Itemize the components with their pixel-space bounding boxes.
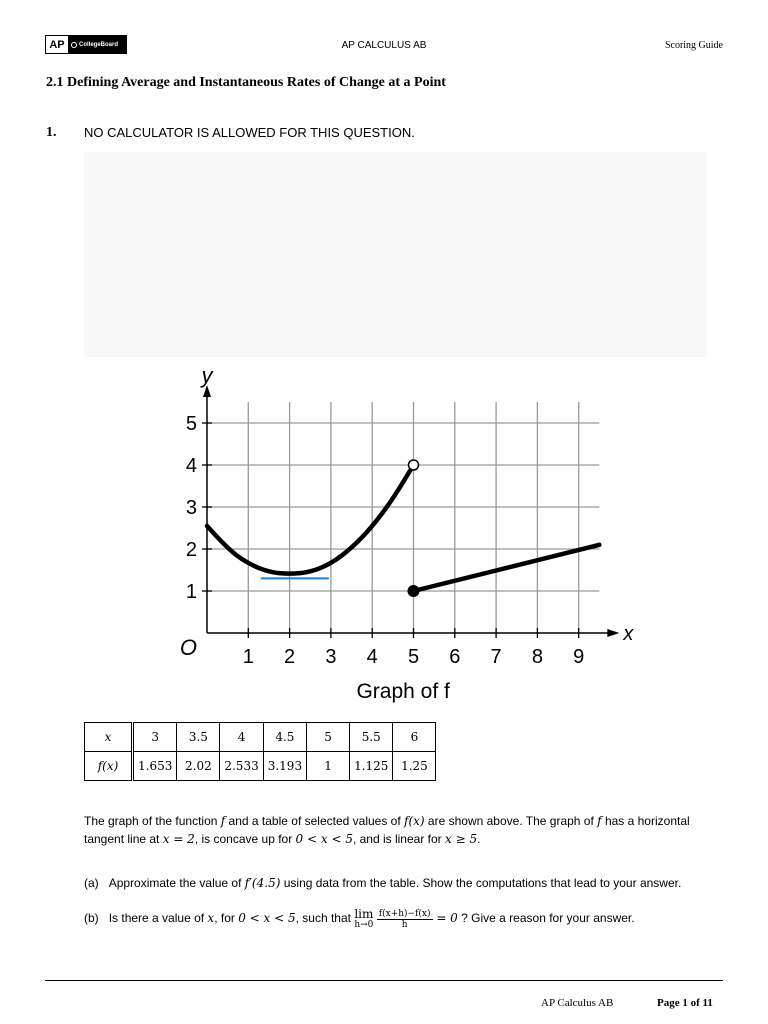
part-b: [84, 908, 635, 930]
problem-description: [84, 812, 714, 848]
y-tick-label: 2: [185, 539, 197, 561]
y-tick-label: 4: [185, 455, 197, 477]
footer-page-number: Page 1 of 11: [657, 997, 713, 1009]
table-cell: 3.193: [263, 752, 306, 781]
x-tick-label: 8: [531, 646, 543, 668]
part-a: [84, 876, 681, 890]
table-cell: 1: [307, 752, 350, 781]
x-axis-arrow-icon: [607, 629, 619, 637]
table-cell: 5.5: [350, 723, 393, 752]
y-axis-label: y: [201, 363, 213, 388]
math-range: 0 < x < 5: [295, 832, 353, 846]
part-b-text: ? Give a reason for your answer.: [457, 911, 635, 926]
x-tick-label: 2: [284, 646, 296, 668]
table-cell: 4.5: [263, 723, 306, 752]
table-cell: 1.125: [350, 752, 393, 781]
fraction-numerator: f(x+h)−f(x): [378, 908, 431, 919]
table-cell: 3.5: [177, 723, 220, 752]
table-header-fx: f(x): [85, 752, 133, 781]
para-text: and a table of selected values of: [225, 814, 405, 828]
para-text: .: [477, 832, 481, 846]
table-cell: 2.533: [220, 752, 263, 781]
part-b-text: , such that: [295, 911, 355, 926]
math-f: f: [597, 814, 602, 828]
math-f: f: [220, 814, 226, 828]
table-cell: 1.25: [393, 752, 436, 781]
para-text: , is concave up for: [194, 832, 296, 846]
footer-divider: [45, 980, 723, 981]
x-tick-label: 7: [490, 646, 502, 668]
math-range: 0 < x < 5: [238, 911, 296, 926]
graph-of-f: [170, 363, 640, 708]
y-tick-label: 5: [185, 413, 197, 435]
part-b-text: , for: [214, 911, 239, 926]
table-cell: 5: [307, 723, 350, 752]
math-fprime: f′(4.5): [244, 876, 281, 890]
para-text: are shown above. The graph of: [424, 814, 598, 828]
header-scoring-guide: Scoring Guide: [664, 40, 723, 51]
para-text: The graph of the function: [84, 814, 221, 828]
open-endpoint: [409, 460, 419, 470]
x-tick-label: 9: [573, 646, 585, 668]
part-a-label: (a): [84, 876, 99, 890]
table-cell: 6: [393, 723, 436, 752]
part-a-text: using data from the table. Show the computations that lead to your answer.: [280, 876, 682, 890]
table-cell: 4: [220, 723, 263, 752]
math-x-equals-2: x = 2: [162, 832, 195, 846]
question-number: 1.: [46, 125, 57, 140]
x-axis-label: x: [623, 623, 634, 645]
math-x: x: [207, 911, 215, 926]
fraction-denominator: h: [401, 919, 408, 930]
origin-label: O: [179, 635, 197, 660]
table-cell: 2.02: [177, 752, 220, 781]
math-limit: [354, 908, 373, 930]
redacted-block: [84, 152, 707, 357]
x-tick-label: 5: [407, 646, 420, 668]
question-note: NO CALCULATOR IS ALLOWED FOR THIS QUESTION.: [84, 125, 415, 140]
graph-title: Graph of f: [356, 680, 450, 703]
y-tick-label: 1: [185, 581, 197, 603]
part-a-text: Approximate the value of: [108, 876, 245, 890]
x-tick-label: 3: [325, 646, 337, 668]
function-curve: [207, 465, 414, 574]
table-cell: 3: [133, 723, 177, 752]
logo-ap: AP: [46, 36, 68, 53]
header-course: AP CALCULUS AB: [341, 40, 427, 51]
logo-brand-text: CollegeBoard: [79, 41, 119, 48]
para-text: has a horizontal tangent line at: [84, 814, 690, 846]
part-b-label: (b): [84, 911, 99, 926]
table-header-x: x: [85, 723, 133, 752]
limit-word: lim: [354, 907, 374, 921]
closed-endpoint: [408, 585, 420, 597]
table-row-x: [85, 723, 436, 752]
x-tick-label: 6: [449, 646, 461, 668]
footer-course: AP Calculus AB: [541, 997, 614, 1009]
values-table: [84, 722, 436, 781]
math-fx: f(x): [404, 814, 425, 828]
x-tick-label: 4: [366, 646, 378, 668]
math-x-ge-5: x ≥ 5: [445, 832, 478, 846]
function-curve: [414, 545, 600, 591]
limit-subscript: h→0: [354, 920, 374, 930]
section-title: 2.1 Defining Average and Instantaneous Rates of Change at a Point: [46, 75, 446, 90]
table-cell: 1.653: [133, 752, 177, 781]
x-tick-label: 1: [242, 646, 254, 668]
y-tick-label: 3: [185, 497, 197, 519]
table-row-fx: [85, 752, 436, 781]
para-text: , and is linear for: [352, 832, 445, 846]
math-fraction: [377, 909, 433, 930]
part-b-text: Is there a value of: [108, 911, 208, 926]
math-equals-zero: = 0: [432, 911, 458, 926]
